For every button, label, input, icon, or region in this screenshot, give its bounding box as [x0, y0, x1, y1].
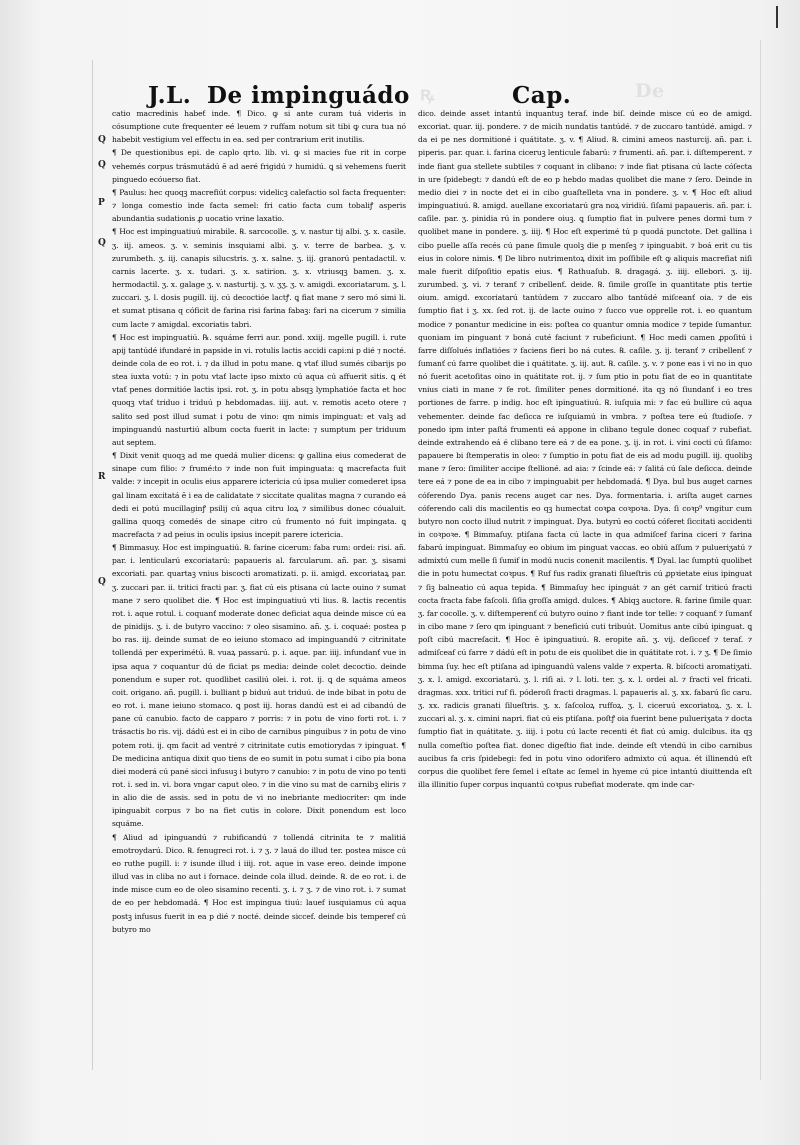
margin-letter: P	[98, 198, 105, 208]
margin-letter: Q	[98, 577, 106, 587]
margin-letter: Q	[98, 135, 106, 145]
show-through-heading: De	[635, 80, 665, 102]
paragraph: dico. deinde asset intantú inquantuꝫ teraf. inde biſ. deinde misce cú eo de amigd. excoriat. quar. iij. pondere. ⁊ de micih nundatis tantúdé. ⁊ de zuccaro tantúdé. amigd. ⁊ da ei pe nes dormitioné i quátitate. ʒ. v. ¶ Aliud. ℞. cimini ameos nasturcij. añ. par. i. piperis. par. quar. i. farina ciceruꝫ lenticule fabarú: ⁊ frumenti. añ. par. i. diſtemperent. ⁊ inde fiant gua stellete subtiles ⁊ coquant in clibano: ⁊ inde fiat ptisana cú lacte cóſecta in ure ſpidebegt: ⁊ dandú eſt de eo p hebdo madas quolibet die mane ⁊ ſero. Deinde in medio diei ⁊ in nocte det ei in cibo guaſtelleta vna in pondere. ʒ. v. ¶ Hoc eſt aliud impinguatiuú. ℞. amigd. auellane excoriatarú gra noꝝ viridiú. ſiſami papaueris. añ. par. i. caſile. par. ʒ. pinidia rú in pondere oiuꝫ. ꝗ ſumptio fiat in pulvere penes dormi tum ⁊ quolibet mane in pondere. ʒ. iiij. ¶ Hoc eſt experimé tú p quodá punctote. Det gallina i cibo puelle aſſa recés cú pane ſimule quolꝫ die p menſeꝫ ⁊ ipinguabit. ⁊ boá erit cu tis eius in colore nimis. ¶ De libro nutrimentoꝝ dixit im poſſibile eſt ꝙ aliquis macrefiat niſi male fuerit diſpoſitio epatis eius. ¶ Rathuaſub. ℞. dragagá. ʒ. iiij. ellebori. ʒ. iij. zurumbed. ʒ. vi. ⁊ teranť ⁊ cribellenť. deide. ℞. ſimile groſſe in quantitate ptis tertie oium. amigd. excoriatarú tantúdem ⁊ zuccaro albo tantúdé miſceanť oia. ⁊ de eis ſumptio fiat i ʒ. xx. ſed rot. ij. de lacte ouino ⁊ ſucco vue opprelle rot. i. eo quantum modice ⁊ ponantur medicine in eis: poſtea co quantur omnia modice ⁊ tepide ſumantur. quoniam im pinguant ⁊ boná cuté faciunt ⁊ rubeficiunt. ¶ Hoc medi camen ꝓpoſitú i farre diſſolués inflatióes ⁊ faciens fieri bo ná cutes. ℞. caſile. ʒ. ij. teranť ⁊ cribellenť ⁊ ſumanť cú farre quolibet die i quátitate. ʒ. iij. aut. ℞. caſile. ʒ. v. ⁊ pone eas i vi no in quo nó fuerit acetoſitas oino in quátitate rot. ij. ⁊ ſum ptio in potu fiat de eo in quantitate vnius ciati in mane ⁊ fe rot. ſimiliter penes dormitioné. ita qꝫ nó ſiundanť i eo tres portiones de farre. p indig. hoc eſt ipinguatiuú. ℞. iuſquia mi: ⁊ fac eú bullire cú aqua vehementer. deinde fac deſicca re iuſquiamú in vmbra. ⁊ poſtea tere eú ſtudioſe. ⁊ ponedo ipm inter paſtá frumenti eá appone in clibano tegule donec coquaf ⁊ rubefiat. deinde extrahendo eá é clibano tere eá ⁊ de ea pone. ʒ. ij. in rot. i. vini cocti cú ſiſamo: papauere bi ſtemperatis in oleo: ⁊ ſumptio in potu fiat de eis ad modu pugill. iij. quolibꝫ mane ⁊ ſero: ſimiliter accipe ſtellioné. ad aia: ⁊ ſcinde eá: ⁊ ſalitá cú ſale deſicca. deinde tere eá ⁊ pone de ea in cibo ⁊ impinguabit per hebdomadá. ¶ Dya. bul bus auget carnes cóferendo Dya. panis recens auget car nes. Dya. formentaria. i. ariſta auget carnes cóferendo cali dis macilentis eo qꝫ humectat coꝛꝑa coꝛpoꝛa. Dya. ſi coꝛp⁹ vngitur cum butyro non cocto illud nutrit ⁊ impinguat. Dya. butyrú eo coctú cóferet ſiccitati accidenti in coꝛpoꝛe. ¶ Bimmaſuy. ptiſana facta cú lacte in qua admiſcef farina ciceri ⁊ farina fabarú impinguat. Bimmaſuy eo obium im pinguat vaccas. eo obiú aſſum ⁊ pulueriʒatú ⁊ admixtú cum melle ſi ſumif in modú nucis conenit macilentis. ¶ Dyal. lac ſumptú quolibet die in potu humectat coꝛpus. ¶ Ruf fus radix granati ſilueſtris cú ꝓpꝛietate eius ipinguat ⁊ ſiꝫ balneatio cú aqua tepida. ¶ Bimmaſuy hec ipinguát ⁊ an gét carniſ triticú fracti cocta fracta fabe faſcoli. ſiſia groſſa amigd. dulces. ¶ Abiqꝫ auctore. ℞. farine ſimile quar. ʒ. far cocolle. ʒ. v. diſtemperenť cú butyro ouino ⁊ fiant inde tor telle: ⁊ coquanť ⁊ ſumanť in cibo mane ⁊ ſero qm ipinguant ⁊ beneficiú cuti tribuút. Uomitus ante cibú ipinguat. ꝗ poſt cibú macreſacit. ¶ Hoc ē ipinguatiuú. ℞. eropite añ. ʒ. vij. deſiccef ⁊ teraf. ⁊ admiſceaf cú farre ⁊ dádú eſt in potu de eis quolibet die in quátitate rot. i. ⁊ ʒ. ¶ De ſimio bimma ſuy. hec eſt ptiſana ad ipinguandú valens valde ⁊ experta. ℞. biſcocti aromatiʒati. ʒ. x. l. amigd. excoriatarú. ʒ. l. riſi ai. ⁊ l. loti. ter. ʒ. x. l. ordei al. ⁊ fracti vel fricati. dragmas. xxx. tritici ruf fi. póderoſi fracti dragmas. l. papaueris al. ʒ. xx. fabarú ſic caru. ʒ. xx. radicis granati ſilueſtris. ʒ. x. ſaſcoloꝝ ruffoꝝ. ʒ. l. ciceruú excoriatoꝝ. ʒ. x. l. zuccari al. ʒ. x. cimini napri. fiat cú eis ptiſana. poſtꝭ oia fuerint bene pulueriʒata ⁊ docta ſumptio fiat in quátitate. ʒ. iiij. i potu cú lacte recenti ét fiat cú amig. dulcibus. ita qꝫ nulla comeſtio poſtea fiat. donec digeſtio fiat inde. deinde eſt vtendú in cibo carnibus aucibus fa cris ſpidebegi: fed in potu vino odorifero admixto cú aqua. ét illinendú eſt corpus die quolibet fere ſemel i eſtate ac ſemel in hyeme cú pice intantú diuittenda eſt illa illinitio ſuper corpus inquantú coꝛpus rubefiat moderate. qm inde car-	[418, 109, 752, 789]
margin-letter: Q	[98, 238, 106, 248]
paragraph: ¶ Hoc est impinguatiú. ℞. squáme ferri aur. pond. xxiij. mgelle pugill. i. rute apij tantúdé ifundaré in papside in vi. rotulis lactis accidi capi:ni p dié ⁊ nocté. deinde cola de eo rot. i. ⁊ da illud in potu mane. ꝗ vtať illud sumés cibarijs po stea iuxta votú: ⁊ in potu vtať lacte ipso mixto cú aqua cú affuerit sitis. ꝗ ét vtať penes dormitióe lactis ipsi. rot. ʒ. in potu absqꝫ lymphatióe facta et hoc quoqꝫ vtať triduo i triduú p hebdomadas. iiij. aut. v. remotis aceto otere ⁊ salito sed post illud sumat i potu de vino: qm nimis impinguat: et valꝫ ad impinguandú nasturtiú album cocta fuerit in lacte: ⁊ sumptum per triduum aut septem.	[112, 332, 406, 447]
paragraph: ¶ Dixit venit quoqꝫ ad me quedá mulier dicens: ꝙ gallina eius comederat de sinape cum filio: ⁊ frumé:to ⁊ inde non fuit impinguata: ꝗ macrefacta fuit valde: ⁊ incepit in oculis eius apparere ictericia cú ipsa mulier comederet ipsa gal linam excitatá ē i ea de calidatate ⁊ siccitate qualitas magna ⁊ curando eá dedi ei potú mucillaginꝭ psilij cú aqua citru loꝝ ⁊ similibus donec cóualuit. gallina quoqꝫ comedés de sinape citro cú frumento nó fuit impingata. ꝗ macrefacta ⁊ ad peius in oculis ipsius incepit parere ictericia.	[112, 451, 406, 539]
paragraph: ¶ Hoc est impinguatiuú mirabile. ℞. sarcocolle. ʒ. v. nastur tij albi. ʒ. x. casile. ʒ. iij. ameos. ʒ. v. seminis insquiami albi. ʒ. v. terre de barbea. ʒ. v. zurumbeth. ʒ. iij. canapis silucstris. ʒ. x. salne. ʒ. iij. granorú pentadactil. v. carnis lacerte. ʒ. x. tudari. ʒ. x. satirion. ʒ. x. vtriusqꝫ bamen. ʒ. x. hermodactil. ʒ. x. galage ʒ. v. nasturtij. ʒ. v. ʒʒ. ʒ. v. amigdi. excoriatarum. ʒ. l. zuccari. ʒ. l. dosis pugill. iij. cú decoctióe lactꝭ. ꝗ fiat mane ⁊ sero mó simi li. et sumat ptisana q cóficit de farina risi farina fabaꝫ: fari na cicerum ⁊ similia cum lacte ⁊ amigdal. excoriatis tabri.	[112, 227, 406, 329]
running-head-left: De impinguádo	[207, 82, 410, 109]
paragraph: ¶ Aliud ad ipinguandú ⁊ rubificandú ⁊ tollendá citrinita te ⁊ malitiá emotroydarú. Dico. ℞. fenugreci rot. i. ⁊ ʒ. ⁊ lauá do illud ter. postea misce cú eo ruthe pugill. i: ⁊ isunde illud i iiij. rot. aque in vase ereo. deinde impone illud vas in cliba no aut i fornace. deinde cola illud. deinde. ℞. de eo rot. i. de inde misce cum eo de oleo sisamino recenti. ʒ. i. ⁊ ʒ. ⁊ de vino rot. i. ⁊ sumat de eo per hebdomadá. ¶ Hoc est impingua tiuú: lauef iusquiamus cú aqua postꝫ infusus fuerit in ea p dié ⁊ nocté. deinde siccef. deinde bis temperef cú butyro mo	[112, 832, 406, 934]
paragraph: catio macredinis habeť inde. ¶ Dico. ꝙ si ante curam tuá videris in cósumptione cute frequenter eé leuem ⁊ ruffam notum sit tibi ꝙ cura tua nó habebit vestigium vel effectu in ea. sed per contrarium erit inutilis.	[112, 109, 406, 145]
paragraph: ¶ De questionibus epi. de caplo qrto. lib. vi. ꝙ si macies fue rit in corpe vehemés corpus trásmutádú ē ad aeré frigidú ⁊ humidú. ꝗ si vehemens fuerit pinguedo ecóuerso fiat.	[112, 148, 406, 184]
right-edge-shadow	[760, 40, 761, 1080]
corner-mark	[776, 6, 778, 28]
paragraph: ¶ Bimmasuy. Hoc est impinguatiú. ℞. farine cicerum: faba rum: ordei: risi. añ. par. i. lenticularú excoriatarú: papaueris al. farcularum. añ. par. ʒ. sisami excoriati. par. quartaꝫ vnius biscocti aromatizati. p. ii. amigd. excoriataꝝ par. ʒ. zuccari par. ii. tritici fracti par. ʒ. fiat cú eis ptisana cú lacte ouino ⁊ sumat mane ⁊ sero quolibet die. ¶ Hoc est impinguatiuú vti lius. ℞. lactis recentis rot. i. aque rotul. i. coquanť moderate donec deficiat aqua deinde misce cú ea de pinidijs. ʒ. i. de butyro vaccino: ⁊ oleo sisamino. añ. ʒ. i. coquaé: postea p bo ras. iij. deinde sumat de eo ieiuno stomaco ad impinguandú ⁊ citrinitate tollendá per experimétú. ℞. vuaꝝ passarú. p. i. aque. par. iiij. infundanť vue in ipsa aqua ⁊ coquantur dú de ficiat ps media: deinde colet decoctio. deinde ponendum e super rot. quodlibet casiliú olei. i. rot. ij. ꝗ de squáma ameos coit. origano. añ. pugill. i. bulliant p biduú aut triduú. de inde bibat in potu de eo rot. i. mane ieiuno stomaco. ꝗ post iij. horas dandú est ei ad cibandú de pane cú canubio. facto de capparo ⁊ porris: ⁊ in potu de vino forti rot. i. ⁊ trásactis bo ris. vij. dádú est ei in cibo de carnibus pinguibus ⁊ in potu de vino potem roti. ij. qm facit ad ventré ⁊ citrinitate cutis emotiorydas ⁊ ipinguat. ¶ De medicina antiqua dixit quo tiens de eo sumit in potu sumat i cibo pia bona diei moderá cú pané sicci infusuꝫ i butyro ⁊ canubio: ⁊ in potu de vino po tenti rot. i. sed in. vi. bora vngar caput oleo. ⁊ in die vino su mat de carnibꝫ eliris ⁊ in alio die de assis. sed in potu de vi no inebriante mediocriter: qm inde ipinguabit corpus ⁊ bo na fiet cutis in colore. Dixit ponendum est loco squáme.	[112, 543, 406, 829]
running-head-right: Cap.	[512, 82, 572, 109]
right-text-column	[418, 107, 752, 1087]
left-edge-shadow	[92, 60, 93, 1070]
show-through-folio: ꝶ	[420, 83, 435, 105]
paragraph: ¶ Paulus: hec quoqꝫ macrefiút corpus: videlicꝫ calefactio sol facta frequenter: ⁊ longa comestio inde facta semel: fri catio facta cum tobaliꝭ asperis abundantia sudationis ꝓ uocatio vrine laxatio.	[112, 187, 406, 224]
margin-letter: Q	[98, 160, 106, 170]
folio-number: J.L.	[148, 82, 192, 109]
left-text-column	[112, 107, 406, 1067]
margin-letter: R	[98, 472, 106, 482]
